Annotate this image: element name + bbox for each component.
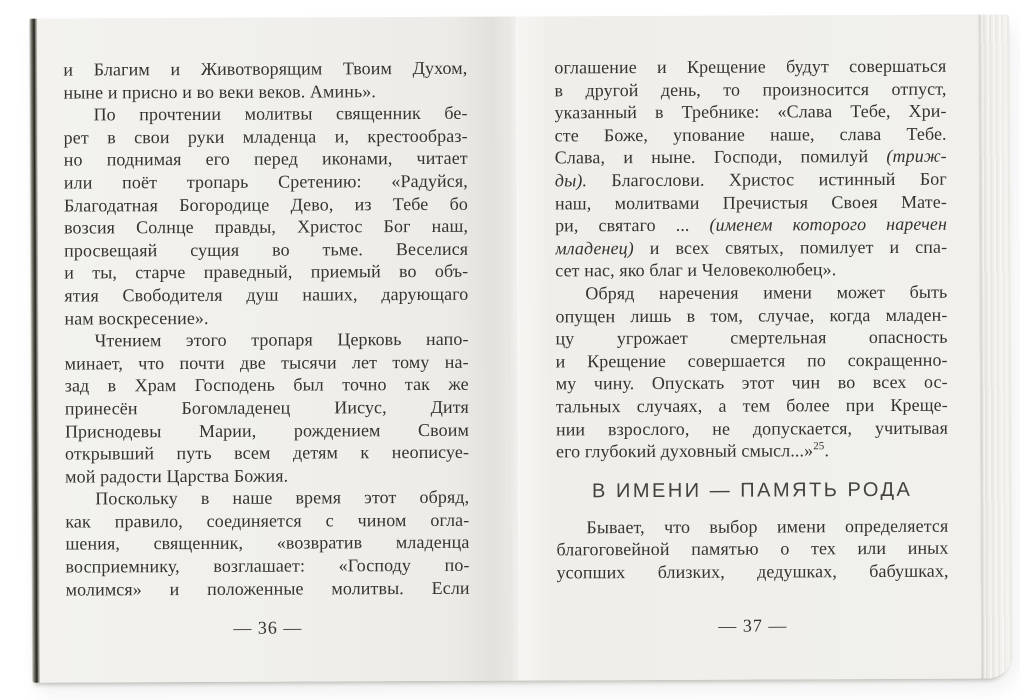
text-line: ды). Благослови. Христос истинный Бог	[554, 168, 947, 191]
text-line: или поёт тропарь Сретению: «Радуйся,	[63, 170, 468, 193]
text-line: молимся» и положенные молитвы. Если	[65, 577, 470, 600]
text-line: цу угрожает смертельная опасность	[555, 326, 948, 349]
text-line: открывший путь всем детям к неописуе-	[64, 441, 470, 464]
text-line: По прочтении молитвы священник бе-	[93, 102, 468, 125]
right-page-text	[554, 55, 948, 584]
right-page-number: — 37 —	[718, 615, 788, 636]
text-line: нии взрослого, не допускается, учитывая	[555, 417, 948, 439]
text-line: восприемнику, возглашает: «Господу по-	[65, 554, 470, 577]
text-line: тальных случаях, а тем более при Креще-	[555, 394, 948, 417]
text-line: принесён Богомладенец Иисус, Дитя	[64, 396, 469, 419]
left-page-text	[63, 57, 469, 601]
page-stack-fore-edge	[978, 14, 1012, 678]
text-line: и ты, старче праведный, приемый во объ-	[64, 261, 469, 283]
text-line: шения, священник, «возвратив младенца	[65, 532, 470, 555]
text-line: и Благим и Животворящим Твоим Духом,	[63, 57, 468, 80]
left-page	[37, 17, 509, 683]
text-line: Чтением этого тропаря Церковь напо-	[94, 328, 469, 351]
text-line: наш, молитвами Пречистыя Своея Мате-	[554, 191, 947, 213]
text-line: му чину. Опускать этот чин во всех ос-	[555, 372, 948, 394]
left-page-number: — 36 —	[233, 617, 303, 638]
text-line: ри, святаго ... (именем которого наречен	[554, 213, 948, 236]
right-page-text-bottom	[556, 514, 948, 583]
text-line: в другой день, то произносится отпуст,	[554, 78, 947, 101]
text-line: мой радости Царства Божия.	[65, 465, 289, 487]
text-line: Слава, и ныне. Господи, помилуй (триж-	[554, 146, 947, 168]
text-line: Обряд наречения имени может быть	[585, 281, 948, 304]
text-line: возсия Солнце правды, Христос Бог наш,	[64, 215, 469, 238]
text-line: и Крещение совершается по сокращенно-	[555, 349, 948, 372]
text-line: указанный в Требнике: «Слава Тебе, Хри-	[554, 100, 947, 123]
open-book	[29, 14, 1012, 682]
text-line: просвещаяй сущия во тьме. Веселися	[64, 238, 469, 261]
text-line: рет в свои руки младенца и, крестообраз-	[63, 125, 468, 148]
text-line: усопших близких, дедушках, бабушках,	[556, 560, 949, 583]
text-line: оглашение и Крещение будут совершаться	[554, 55, 947, 78]
text-line: но поднимая его перед иконами, читает	[63, 148, 468, 170]
text-line: зад в Храм Господень был точно так же	[64, 374, 469, 396]
text-line: опущен лишь в том, случае, когда младен-	[555, 304, 948, 326]
text-line: младенец) и всех святых, помилует и спа-	[555, 236, 948, 259]
text-line: Благодатная Богородице Дево, из Тебе бо	[63, 193, 468, 216]
chapter-heading: В ИМЕНИ — ПАМЯТЬ РОДА	[591, 478, 913, 502]
text-line: благоговейной памятью о тех или иных	[556, 537, 949, 560]
text-line: Поскольку в наше время этот обряд,	[95, 487, 470, 509]
text-line: Бывает, что выбор имени определяется	[586, 515, 949, 537]
text-line: сте Боже, упование наше, слава Тебе.	[554, 123, 947, 146]
text-line: сет нас, яко благ и Человеколюбец».	[555, 259, 837, 281]
text-line: ныне и присно и во веки веков. Аминь».	[63, 80, 377, 103]
text-line: минает, что почти две тысячи лет тому на-	[64, 351, 469, 374]
text-line: Приснодевы Марии, рождением Своим	[64, 419, 469, 442]
text-line: ятия Свободителя душ наших, дарующаго	[64, 283, 469, 306]
text-line: как правило, соединяется с чином огла-	[65, 509, 470, 532]
text-line: его глубокий духовный смысл...»$^{25}$.	[555, 440, 830, 462]
text-line: нам воскресение».	[64, 307, 209, 329]
right-page-text-top	[554, 55, 948, 463]
right-page	[506, 15, 981, 681]
